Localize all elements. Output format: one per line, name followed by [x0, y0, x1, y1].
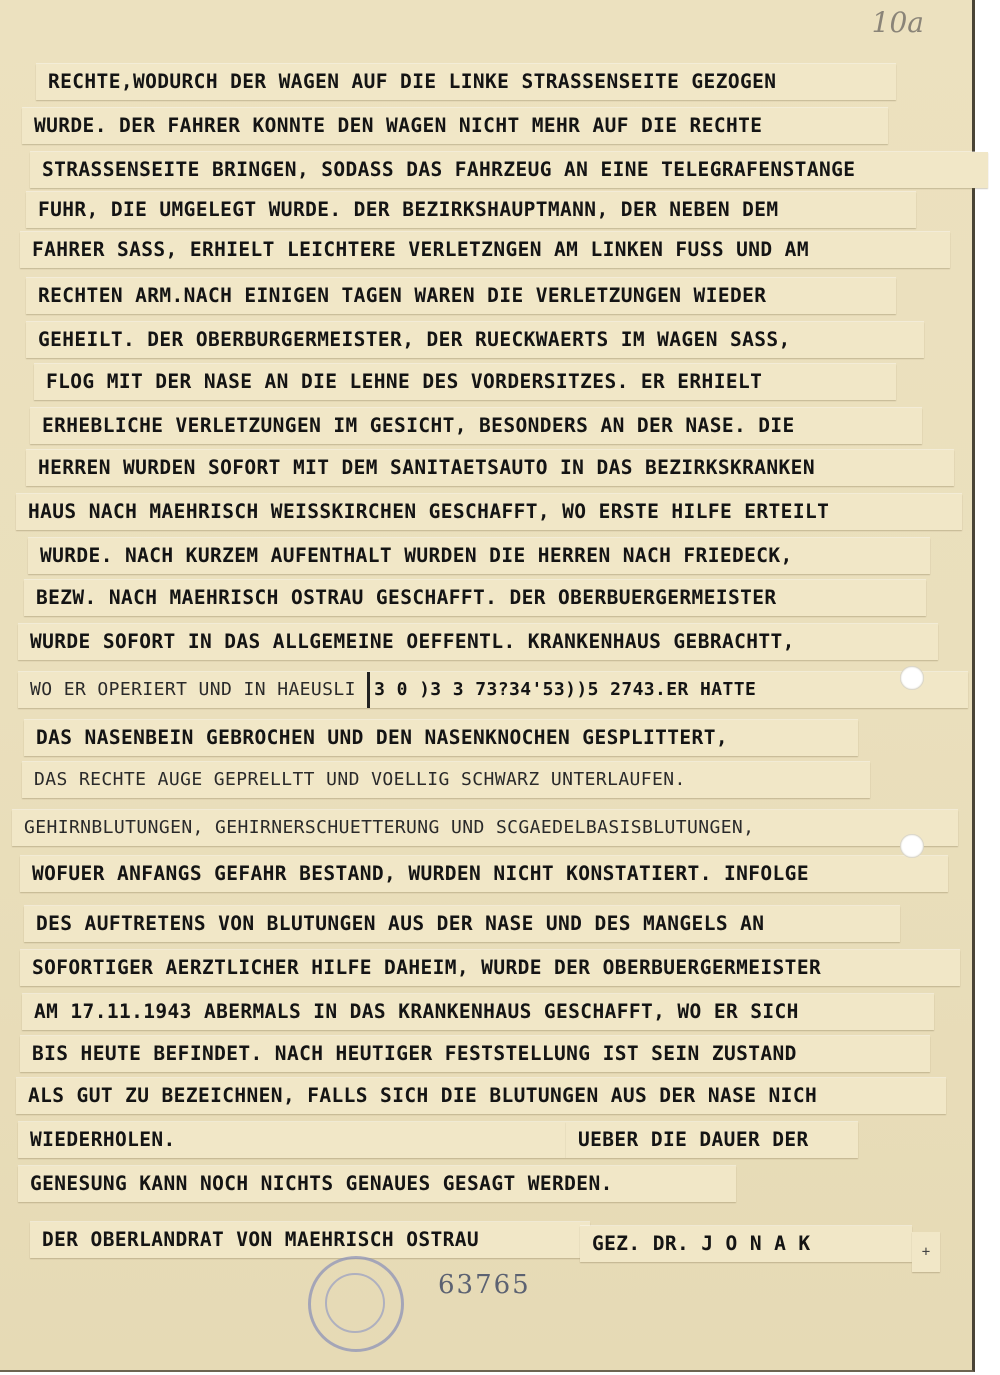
text-line: HERREN WURDEN SOFORT MIT DEM SANITAETSAUTO IN DAS BEZIRKSKRANKEN: [26, 450, 954, 486]
garbled-prefix: WO ER OPERIERT UND IN HAEUSLI: [30, 679, 356, 700]
text-line: BEZW. NACH MAEHRISCH OSTRAU GESCHAFFT. DER OBERBUERGERMEISTER: [24, 580, 926, 616]
text-line: FAHRER SASS, ERHIELT LEICHTERE VERLETZNGEN AM LINKEN FUSS UND AM: [20, 232, 950, 268]
text-line: HAUS NACH MAEHRISCH WEISSKIRCHEN GESCHAFFT, WO ERSTE HILFE ERTEILT: [16, 494, 962, 530]
text-line: GEHIRNBLUTUNGEN, GEHIRNERSCHUETTERUNG UND SCGAEDELBASISBLUTUNGEN,: [12, 810, 958, 846]
text-line: BIS HEUTE BEFINDET. NACH HEUTIGER FESTSTELLUNG IST SEIN ZUSTAND: [20, 1036, 930, 1072]
archive-number: 63765: [438, 1270, 531, 1300]
text-line: RECHTE,WODURCH DER WAGEN AUF DIE LINKE STRASSENSEITE GEZOGEN: [36, 64, 896, 100]
text-line: UEBER DIE DAUER DER: [566, 1122, 858, 1158]
folio-number: 10a: [871, 6, 924, 39]
text-line: FUHR, DIE UMGELEGT WURDE. DER BEZIRKSHAUPTMANN, DER NEBEN DEM: [26, 192, 916, 228]
punch-hole-icon: [900, 666, 924, 690]
text-line: WURDE SOFORT IN DAS ALLGEMEINE OEFFENTL. KRANKENHAUS GEBRACHTT,: [18, 624, 938, 660]
text-line: WURDE. DER FAHRER KONNTE DEN WAGEN NICHT MEHR AUF DIE RECHTE: [22, 108, 888, 144]
garbled-characters: 3 0 )3 3 73?34'53))5 2743.: [367, 672, 666, 708]
text-line: WIEDERHOLEN.: [18, 1122, 566, 1158]
text-line: DAS NASENBEIN GEBROCHEN UND DEN NASENKNOCHEN GESPLITTERT,: [24, 720, 858, 756]
archive-stamp-icon: [308, 1256, 404, 1352]
text-line: SOFORTIGER AERZTLICHER HILFE DAHEIM, WURDE DER OBERBUERGERMEISTER: [20, 950, 960, 986]
text-line: DAS RECHTE AUGE GEPRELLTT UND VOELLIG SCHWARZ UNTERLAUFEN.: [22, 762, 870, 798]
text-line: WURDE. NACH KURZEM AUFENTHALT WURDEN DIE HERREN NACH FRIEDECK,: [28, 538, 930, 574]
text-line: DES AUFTRETENS VON BLUTUNGEN AUS DER NASE UND DES MANGELS AN: [24, 906, 900, 942]
text-line-garbled: [18, 672, 968, 708]
text-line: AM 17.11.1943 ABERMALS IN DAS KRANKENHAUS GESCHAFFT, WO ER SICH: [22, 994, 934, 1030]
text-line: FLOG MIT DER NASE AN DIE LEHNE DES VORDERSITZES. ER ERHIELT: [34, 364, 896, 400]
punch-hole-icon: [900, 834, 924, 858]
text-line: ERHEBLICHE VERLETZUNGEN IM GESICHT, BESONDERS AN DER NASE. DIE: [30, 408, 922, 444]
text-line: STRASSENSEITE BRINGEN, SODASS DAS FAHRZEUG AN EINE TELEGRAFENSTANGE: [30, 152, 988, 188]
text-line: GEHEILT. DER OBERBURGERMEISTER, DER RUECKWAERTS IM WAGEN SASS,: [26, 322, 924, 358]
text-line: RECHTEN ARM.NACH EINIGEN TAGEN WAREN DIE VERLETZUNGEN WIEDER: [26, 278, 896, 314]
text-line: GENESUNG KANN NOCH NICHTS GENAUES GESAGT WERDEN.: [18, 1166, 736, 1202]
text-line: WOFUER ANFANGS GEFAHR BESTAND, WURDEN NICHT KONSTATIERT. INFOLGE: [20, 856, 948, 892]
garbled-suffix: ER HATTE: [666, 679, 757, 700]
signature-name: GEZ. DR. J O N A K: [580, 1226, 912, 1262]
signature-office: DER OBERLANDRAT VON MAEHRISCH OSTRAU: [30, 1222, 590, 1258]
text-line: ALS GUT ZU BEZEICHNEN, FALLS SICH DIE BLUTUNGEN AUS DER NASE NICH: [16, 1078, 946, 1114]
plus-mark: +: [912, 1232, 940, 1272]
